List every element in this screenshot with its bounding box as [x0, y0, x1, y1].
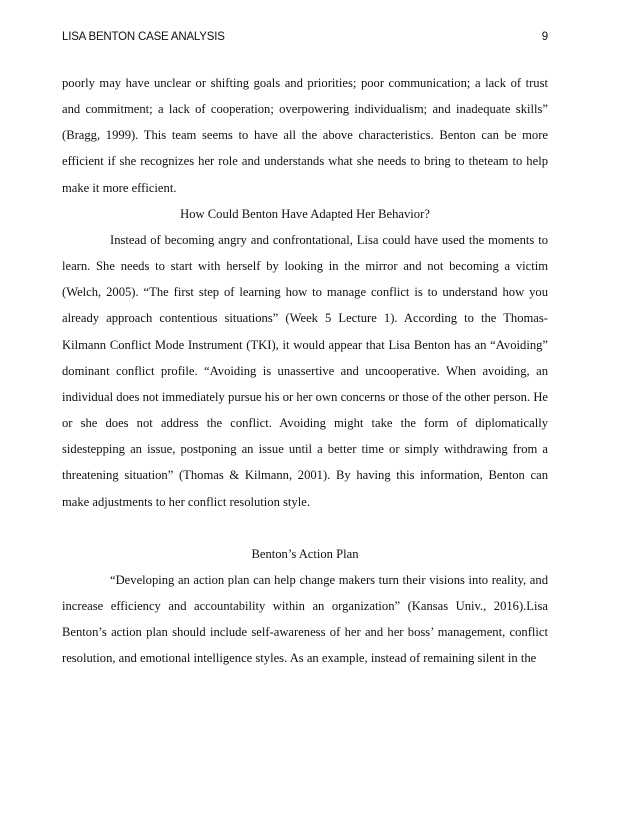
section-heading-adapted-behavior: How Could Benton Have Adapted Her Behavior? [180, 206, 430, 221]
running-header [62, 31, 548, 49]
blank-line [62, 515, 548, 541]
paragraph-continued: poorly may have unclear or shifting goals and priorities; poor communication; a lack of trust and commitment; a lack of cooperation; overpowering individualism; and inadequate skills” (Bragg, 1999). This team seems to have all the above characteristics. Benton can be more efficient if she recognizes her role and understands what she needs to bring to theteam to help make it more efficient. [62, 76, 548, 195]
paragraph-adapted-behavior: Instead of becoming angry and confrontational, Lisa could have used the moments to learn. She needs to start with herself by looking in the mirror and not becoming a victim (Welch, 2005). “The first step of learning how to manage conflict is to understand how you already approach contentious situations” (Week 5 Lecture 1). According to the Thomas-Kilmann Conflict Mode Instrument (TKI), it would appear that Lisa Benton has an “Avoiding” dominant conflict profile. “Avoiding is unassertive and uncooperative. When avoiding, an individual does not immediately pursue his or her own concerns or those of the other person. He or she does not address the conflict. Avoiding might take the form of diplomatically sidestepping an issue, postponing an issue until a better time or simply withdrawing from a threatening situation” (Thomas & Kilmann, 2001). By having this information, Benton can make adjustments to her conflict resolution style. [62, 232, 548, 509]
paragraph-action-plan: “Developing an action plan can help change makers turn their visions into reality, and increase efficiency and accountability within an organization” (Kansas Univ., 2016).Lisa Benton’s action plan should include self-awareness of her and her boss’ management, conflict resolution, and emotional intelligence styles. As an example, instead of remaining silent in the [62, 572, 548, 666]
section-heading-action-plan: Benton’s Action Plan [251, 546, 359, 561]
document-body [62, 70, 548, 671]
header-title: LISA BENTON CASE ANALYSIS [62, 31, 225, 43]
page-number: 9 [541, 31, 548, 43]
